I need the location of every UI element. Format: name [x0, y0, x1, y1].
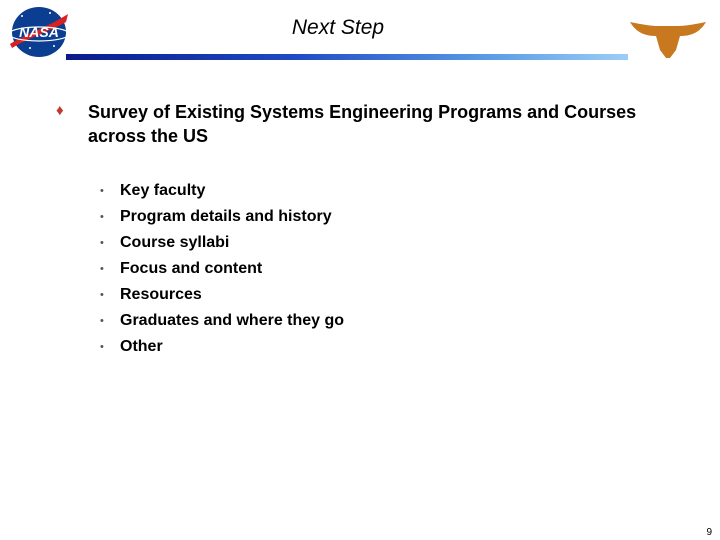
dot-bullet-icon: •: [100, 263, 104, 275]
sub-bullet-list: [100, 178, 344, 360]
list-item: [100, 282, 344, 308]
page-number: 9: [706, 527, 712, 538]
list-item-text: Resources: [120, 286, 202, 303]
main-bullet-text: Survey of Existing Systems Engineering Programs and Courses across the US: [88, 102, 637, 146]
dot-bullet-icon: •: [100, 237, 104, 249]
dot-bullet-icon: •: [100, 289, 104, 301]
dot-bullet-icon: •: [100, 341, 104, 353]
dot-bullet-icon: •: [100, 315, 104, 327]
list-item-text: Program details and history: [120, 208, 332, 225]
list-item: [100, 334, 344, 360]
list-item-text: Graduates and where they go: [120, 312, 345, 329]
diamond-bullet-icon: ♦: [56, 102, 64, 119]
list-item: [100, 178, 344, 204]
longhorn-logo: [628, 14, 708, 60]
list-item-text: Key faculty: [120, 182, 206, 199]
list-item: [100, 256, 344, 282]
dot-bullet-icon: •: [100, 185, 104, 197]
list-item-text: Other: [120, 338, 163, 355]
main-bullet-item: [56, 100, 648, 148]
dot-bullet-icon: •: [100, 211, 104, 223]
slide-title: Next Step: [291, 16, 385, 39]
title-underline-bar: [66, 54, 628, 60]
svg-text:NASA: NASA: [19, 24, 59, 40]
list-item-text: Focus and content: [120, 260, 263, 277]
list-item: [100, 308, 344, 334]
list-item-text: Course syllabi: [120, 234, 230, 251]
list-item: [100, 204, 344, 230]
list-item: [100, 230, 344, 256]
